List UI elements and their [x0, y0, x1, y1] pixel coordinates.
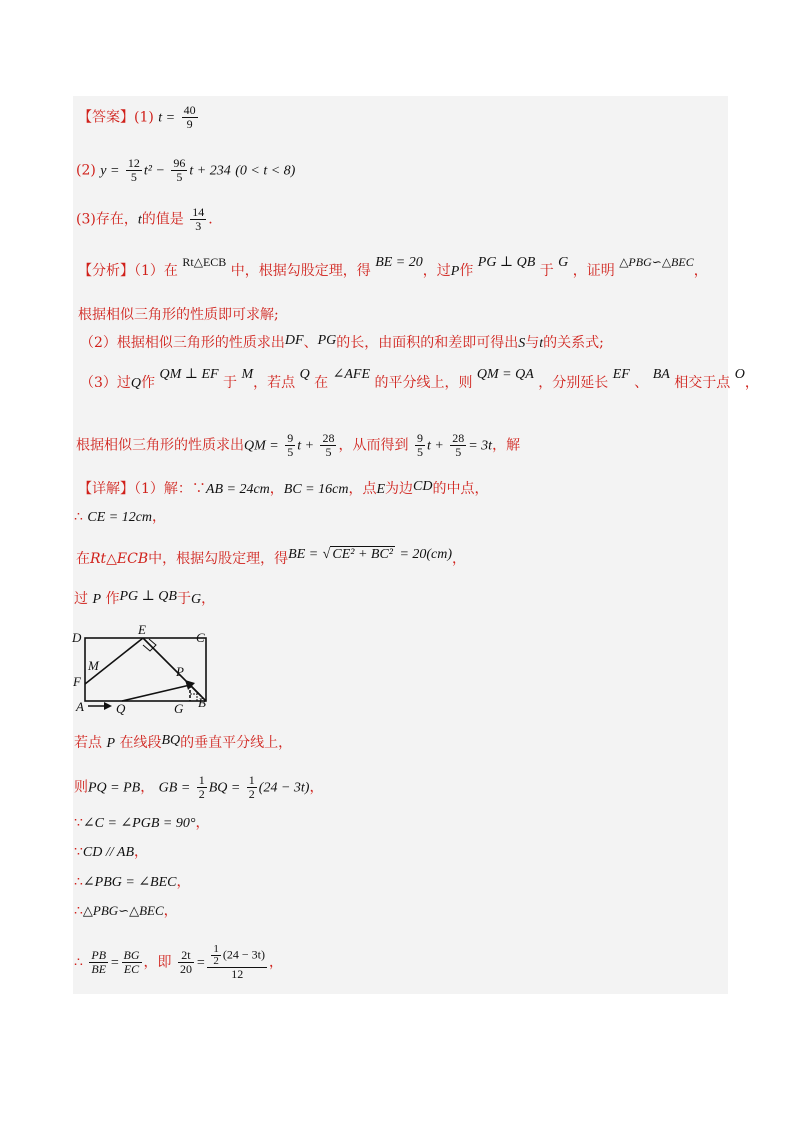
fraction-denominator: 12	[231, 967, 244, 981]
text: 、	[303, 335, 318, 351]
text: ，从而得到	[338, 437, 409, 454]
answer-2-tail: t + 234	[189, 163, 231, 179]
text: ，	[201, 591, 216, 607]
text: 作	[105, 591, 120, 607]
math-q2: Q	[299, 367, 310, 382]
text: ，	[195, 815, 210, 831]
fraction-denominator: 2	[213, 955, 219, 967]
text: ，证明	[572, 263, 615, 279]
answer-1-fraction	[182, 104, 198, 131]
fraction-numerator: 96	[173, 156, 186, 170]
text: 作	[141, 375, 156, 391]
math-p: P	[106, 736, 116, 751]
fraction	[450, 432, 466, 459]
math-pg-perp: PG ⊥ QB	[119, 589, 177, 604]
text: 根据相似三角形的性质求出	[76, 437, 244, 454]
fraction	[197, 774, 207, 801]
answer-2-range: (0 < t < 8)	[235, 163, 296, 179]
answer-3-var: t	[137, 212, 142, 228]
math-equals: =	[195, 955, 206, 971]
fraction-numerator: 14	[192, 205, 205, 219]
answer-2-fraction-a	[126, 157, 142, 184]
analysis-line-1	[78, 255, 708, 281]
label-q: Q	[116, 701, 126, 716]
math-t: t	[539, 336, 544, 351]
math-p: P	[450, 264, 460, 279]
math-s: S	[518, 336, 526, 351]
fraction-pb-be	[89, 949, 108, 976]
text: ∴	[74, 954, 83, 971]
text: 作	[459, 263, 474, 279]
fraction-numerator: 28	[452, 431, 465, 445]
math-eq-3t: = 3t	[468, 438, 493, 454]
answer-2-fraction-b	[171, 157, 187, 184]
text: 的中点，	[432, 481, 489, 497]
fraction-denominator: 3	[195, 219, 202, 233]
fraction-numerator: 28	[322, 431, 335, 445]
fraction-denominator: 5	[455, 445, 462, 459]
answer-line-2	[76, 157, 295, 184]
text: ，	[309, 779, 324, 796]
answer-3-fraction	[190, 206, 206, 233]
answer-2-term: t² −	[143, 163, 165, 179]
fraction-numerator: PB	[91, 948, 107, 962]
fraction-compound	[207, 944, 267, 981]
fraction	[320, 432, 336, 459]
analysis-line-5	[76, 432, 520, 459]
math-result: = 20(cm)	[399, 547, 453, 562]
text: 的平分线上，则	[374, 375, 473, 391]
label-c: C	[196, 630, 205, 645]
math-similar: △PBG∽△BEC	[82, 903, 164, 918]
text: （3）过	[80, 375, 131, 391]
text: 于	[176, 591, 191, 607]
text: ∵	[74, 815, 83, 831]
text: ，若点	[253, 375, 296, 391]
math-e: E	[376, 482, 386, 497]
fraction-numerator: 2t	[178, 949, 194, 963]
math-p: P	[92, 592, 102, 607]
math-df: DF	[284, 333, 304, 348]
text: 在	[314, 375, 329, 391]
text: ，解	[492, 437, 521, 454]
math-ce: CE = 12cm	[87, 510, 153, 525]
text: ，	[176, 874, 191, 890]
fraction-numerator: BG	[123, 948, 140, 962]
text: 与	[525, 335, 540, 351]
detail-line-11	[74, 944, 283, 981]
text: 于	[223, 375, 237, 391]
answer-3-text2: 的值是	[141, 211, 184, 228]
math-qm-perp: QM ⊥ EF	[159, 367, 219, 382]
fraction-denominator: 5	[287, 445, 294, 459]
text: ，	[163, 903, 178, 919]
math-angle-eq: ∠PBG = ∠BEC	[82, 875, 177, 890]
fraction-denominator: 5	[130, 170, 137, 184]
detail-line-4	[74, 590, 215, 609]
text: ，点	[348, 481, 377, 497]
analysis-line-3	[80, 334, 604, 353]
text: 为边	[385, 481, 414, 497]
text: 中，根据勾股定理，得	[230, 263, 371, 279]
math-g: G	[558, 255, 569, 270]
fraction-denominator: 9	[186, 117, 193, 131]
math-sqrt: √ CE² + BC²	[322, 547, 393, 562]
fraction-numerator: 9	[287, 431, 294, 445]
label-d: D	[72, 630, 82, 645]
math-angles: ∠C = ∠PGB = 90°	[82, 816, 196, 831]
answer-line-3	[76, 206, 213, 233]
math-be: BE =	[288, 547, 319, 562]
math-g: G	[190, 592, 202, 607]
text: 若点	[74, 735, 102, 751]
answer-line-1	[78, 104, 200, 131]
answer-tag: 【答案】	[78, 109, 134, 126]
text: ，	[452, 551, 467, 567]
fraction-denominator: 2	[248, 787, 255, 801]
math-ef: EF	[612, 367, 630, 382]
label-f: F	[73, 674, 81, 689]
label-p: P	[176, 664, 184, 679]
text: （1）解：∵	[134, 481, 206, 497]
analysis-tag: 【分析】	[78, 263, 134, 279]
fraction-numerator: 1	[248, 773, 255, 787]
fraction-denominator: BE	[91, 962, 107, 976]
answer-part-1-label: (1)	[134, 109, 154, 126]
text: 在线段	[119, 735, 162, 751]
fraction-denominator: EC	[123, 962, 140, 976]
answer-3-text: (3)存在，	[76, 211, 138, 228]
text: ，	[152, 509, 167, 525]
math-term: t +	[426, 438, 444, 454]
detail-line-1	[78, 480, 488, 499]
text: ∴	[74, 509, 83, 525]
math-ab: AB = 24cm	[205, 482, 270, 497]
text: 在	[76, 551, 90, 567]
fraction-denominator: 5	[176, 170, 183, 184]
text: 、	[634, 375, 649, 391]
fraction-denominator: 20	[179, 962, 192, 976]
math-pg-perp: PG ⊥ QB	[477, 255, 536, 270]
answer-1-lhs: t =	[158, 110, 176, 126]
math-pq-pb: PQ = PB	[88, 780, 141, 796]
label-e: E	[138, 622, 146, 637]
fraction-denominator: 5	[416, 445, 423, 459]
detail-tag: 【详解】	[78, 481, 134, 497]
text: 相交于点	[674, 375, 731, 391]
fraction-bg-ec	[122, 949, 142, 976]
text: ，	[134, 844, 148, 860]
fraction-denominator: 2	[198, 787, 205, 801]
answer-3-end: .	[208, 211, 213, 228]
text: （1）在	[134, 263, 178, 279]
sqrt-radicand: CE² + BC²	[332, 547, 393, 562]
math-rt-ecb: Rt△ECB	[90, 551, 149, 567]
math-term: t +	[297, 438, 315, 454]
detail-line-6	[74, 774, 323, 801]
math-o: O	[734, 367, 745, 382]
text: ，	[140, 779, 155, 796]
detail-line-7	[74, 814, 209, 833]
fraction-numerator: 1	[198, 773, 205, 787]
analysis-line-4	[80, 367, 759, 393]
fraction-numerator: 1	[213, 943, 219, 955]
math-gb: GB =	[158, 780, 191, 796]
fraction-numerator: 9	[416, 431, 423, 445]
math-be: BE = 20	[375, 255, 423, 270]
fraction	[247, 774, 257, 801]
math-rt-ecb: Rt△ECB	[182, 255, 227, 269]
math-angle-afe: ∠AFE	[332, 367, 370, 382]
math-similar: △PBG∽△BEC	[619, 255, 694, 269]
fraction-numerator: 40	[183, 103, 196, 117]
math-ba: BA	[652, 367, 670, 382]
math-expr: (24 − 3t)	[258, 780, 310, 796]
detail-line-2	[74, 508, 166, 527]
detail-line-8	[74, 843, 148, 862]
text: 的长，由面积的和差即可得出	[336, 335, 519, 351]
math-bq: BQ =	[208, 780, 241, 796]
text: ，	[269, 954, 283, 971]
text: 的关系式;	[543, 335, 604, 351]
fraction-half	[211, 944, 221, 967]
label-a: A	[76, 699, 84, 714]
math-bc: BC = 16cm	[283, 482, 349, 497]
text: 则	[74, 779, 88, 796]
text: ，分别延长	[538, 375, 609, 391]
fraction-2t-20	[178, 949, 194, 976]
answer-2-lhs: y =	[100, 163, 120, 179]
fraction-expression: (24 − 3t)	[222, 947, 265, 962]
text: ∴	[74, 874, 83, 890]
fraction	[285, 432, 295, 459]
math-equals: =	[110, 955, 120, 971]
text: （2）根据相似三角形的性质求出	[80, 335, 285, 351]
label-m: M	[88, 658, 99, 673]
text: 于	[539, 263, 554, 279]
text: ∴	[74, 903, 83, 919]
analysis-line-2: 根据相似三角形的性质即可求解;	[78, 307, 279, 323]
math-cd: CD	[413, 479, 433, 494]
label-b: B	[198, 695, 206, 710]
math-q: Q	[130, 376, 142, 391]
text: ，	[744, 375, 759, 391]
fraction-numerator: 12	[127, 156, 140, 170]
detail-line-10	[74, 902, 178, 920]
math-m: M	[241, 367, 254, 382]
fraction-denominator: 5	[325, 445, 332, 459]
math-qm: QM =	[244, 438, 279, 454]
text: ，	[269, 481, 284, 497]
fraction	[415, 432, 425, 459]
text: ，	[693, 263, 708, 279]
text: ∵	[74, 844, 83, 860]
fraction-numerator	[207, 944, 267, 968]
detail-line-9	[74, 873, 191, 892]
math-parallel: CD // AB	[82, 845, 134, 860]
math-qm-qa: QM = QA	[476, 367, 534, 382]
text: 过	[74, 591, 88, 607]
text: ，过	[422, 263, 451, 279]
text: 的垂直平分线上，	[180, 735, 293, 751]
math-pg: PG	[317, 333, 337, 348]
label-g: G	[174, 701, 184, 716]
math-bq: BQ	[161, 733, 181, 748]
text: ，即	[143, 954, 172, 971]
detail-line-5	[74, 734, 292, 753]
text: 中，根据勾股定理，得	[148, 551, 289, 567]
detail-line-3	[76, 547, 467, 569]
answer-part-2-label: (2)	[76, 162, 96, 179]
